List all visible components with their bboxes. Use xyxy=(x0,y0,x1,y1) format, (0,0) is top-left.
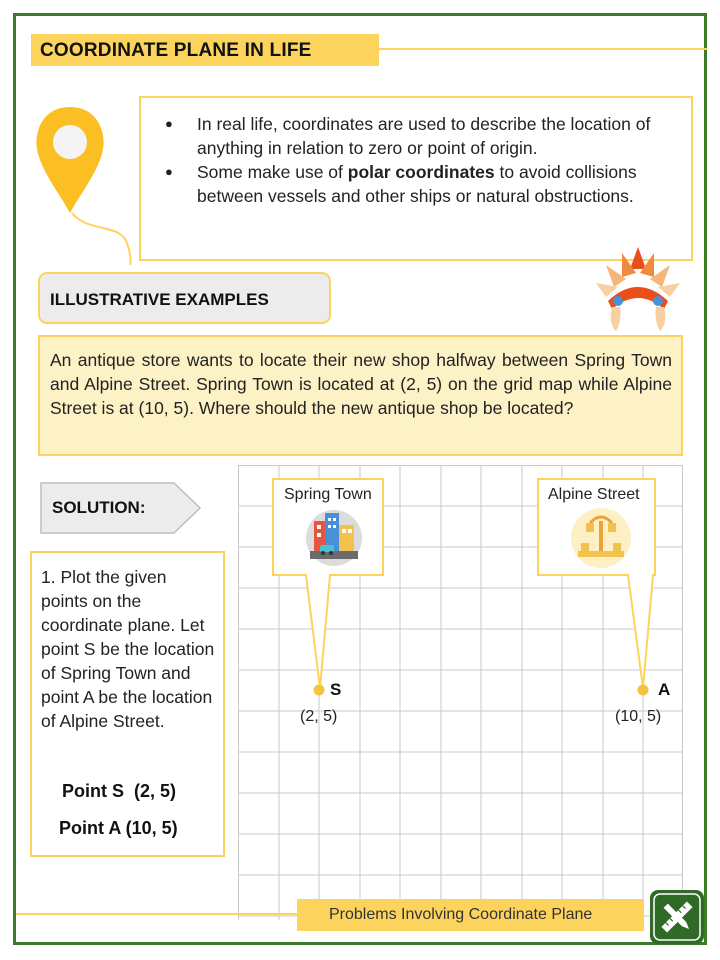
examples-heading-box xyxy=(38,272,331,324)
footer-title: Problems Involving Coordinate Plane xyxy=(329,906,593,923)
solution-steps-box xyxy=(30,551,225,857)
location-pin-icon xyxy=(28,95,138,265)
spring-town-label: Spring Town xyxy=(284,486,372,503)
feather-headdress-icon xyxy=(592,243,684,333)
point-a-marker xyxy=(638,685,649,696)
info-bullet-2: ● Some make use of polar coordinates to avoid collisions between vessels and other ships or natural obstructions. xyxy=(165,160,681,208)
point-s-marker xyxy=(314,685,325,696)
title-rule xyxy=(379,48,707,50)
footer-banner xyxy=(297,899,644,931)
info-box xyxy=(139,96,693,261)
point-s-label: Point S (2, 5) xyxy=(62,781,177,801)
title-banner xyxy=(31,34,379,66)
info-bullet-1: ● In real life, coordinates are used to describe the location of anything in relation to zero or point of origin. xyxy=(165,112,681,160)
problem-text: An antique store wants to locate their new shop halfway between Spring Town and Alpine Street. Spring Town is located at (2, 5) on the grid map while Alpine Street is at (10, 5). Where should the new antique shop be located? xyxy=(50,350,672,418)
pencil-ruler-icon xyxy=(649,889,705,945)
point-a-coordinate: (10, 5) xyxy=(615,708,662,725)
city-icon xyxy=(306,510,362,566)
page-title: COORDINATE PLANE IN LIFE xyxy=(40,40,312,61)
point-a-label: Point A (10, 5) xyxy=(59,818,178,838)
examples-heading: ILLUSTRATIVE EXAMPLES xyxy=(50,290,269,309)
spring-town-callout xyxy=(273,479,383,688)
polar-coordinates-term: polar coordinates xyxy=(347,162,495,182)
point-s-letter: S xyxy=(330,680,342,699)
solution-step-1: 1. Plot the given points on the coordinate plane. Let point S be the location of Spring Town and point A be the location of Alpine Street. xyxy=(41,567,215,731)
point-a-letter: A xyxy=(658,680,671,699)
solution-label: SOLUTION: xyxy=(52,498,146,517)
point-s-coordinate: (2, 5) xyxy=(300,708,338,725)
alpine-street-label: Alpine Street xyxy=(548,486,640,503)
street-lamp-icon xyxy=(571,508,631,568)
problem-box xyxy=(38,335,683,456)
coordinate-grid xyxy=(238,465,683,920)
